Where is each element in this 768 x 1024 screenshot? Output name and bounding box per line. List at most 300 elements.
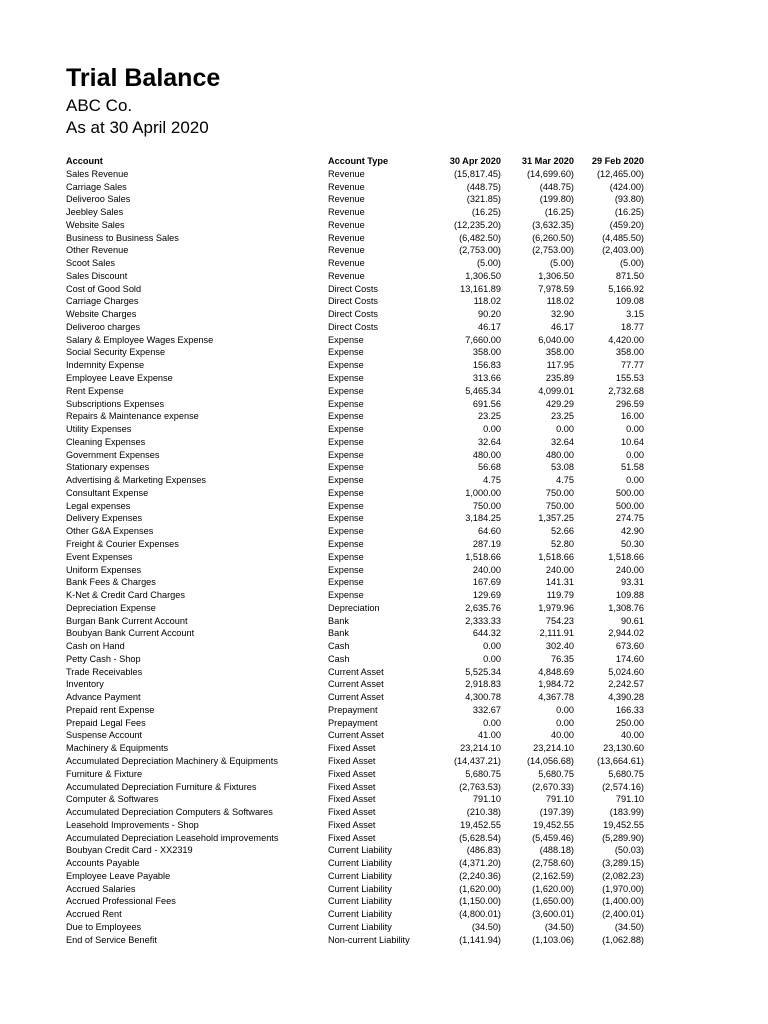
account-type-cell: Current Asset bbox=[328, 679, 384, 690]
table-row bbox=[66, 232, 646, 245]
account-cell: Indemnity Expense bbox=[66, 360, 145, 371]
account-type-cell: Bank bbox=[328, 615, 349, 626]
amount-31-mar-2020: (16.25) bbox=[544, 207, 574, 218]
account-type-cell: Cash bbox=[328, 653, 350, 664]
amount-29-feb-2020: 77.77 bbox=[621, 360, 644, 371]
amount-31-mar-2020: 1,984.72 bbox=[538, 679, 574, 690]
account-cell: Leasehold Improvements - Shop bbox=[66, 819, 199, 830]
amount-29-feb-2020: (1,400.00) bbox=[602, 896, 644, 907]
amount-29-feb-2020: 90.61 bbox=[621, 615, 644, 626]
account-type-cell: Current Liability bbox=[328, 858, 392, 869]
account-type-cell: Expense bbox=[328, 487, 364, 498]
account-type-cell: Expense bbox=[328, 398, 364, 409]
amount-31-mar-2020: 23.25 bbox=[551, 411, 574, 422]
amount-31-mar-2020: (1,620.00) bbox=[532, 883, 574, 894]
amount-31-mar-2020: 429.29 bbox=[545, 398, 574, 409]
amount-31-mar-2020: (14,056.68) bbox=[527, 755, 574, 766]
table-row bbox=[66, 500, 646, 513]
table-row bbox=[66, 564, 646, 577]
amount-29-feb-2020: 19,452.55 bbox=[603, 819, 644, 830]
account-type-cell: Direct Costs bbox=[328, 296, 379, 307]
amount-29-feb-2020: (2,082.23) bbox=[602, 870, 644, 881]
account-cell: Salary & Employee Wages Expense bbox=[66, 334, 214, 345]
account-type-cell: Expense bbox=[328, 360, 364, 371]
amount-30-apr-2020: 1,306.50 bbox=[465, 270, 501, 281]
amount-31-mar-2020: 52.80 bbox=[551, 538, 574, 549]
table-row bbox=[66, 627, 646, 640]
table-row bbox=[66, 832, 646, 845]
table-row bbox=[66, 538, 646, 551]
account-type-cell: Fixed Asset bbox=[328, 794, 376, 805]
amount-29-feb-2020: 500.00 bbox=[615, 487, 644, 498]
amount-31-mar-2020: (1,650.00) bbox=[532, 896, 574, 907]
table-row bbox=[66, 755, 646, 768]
amount-29-feb-2020: 673.60 bbox=[615, 641, 644, 652]
amount-31-mar-2020: 141.31 bbox=[545, 577, 574, 588]
header-31-mar-2020: 31 Mar 2020 bbox=[521, 156, 574, 166]
table-row bbox=[66, 806, 646, 819]
table-row bbox=[66, 244, 646, 257]
table-row bbox=[66, 857, 646, 870]
amount-29-feb-2020: (183.99) bbox=[609, 807, 644, 818]
trial-balance-table bbox=[66, 155, 646, 946]
table-row bbox=[66, 844, 646, 857]
amount-31-mar-2020: 480.00 bbox=[545, 449, 574, 460]
table-row bbox=[66, 934, 646, 947]
amount-31-mar-2020: 4,367.78 bbox=[538, 692, 574, 703]
amount-29-feb-2020: 109.08 bbox=[615, 296, 644, 307]
amount-31-mar-2020: 4.75 bbox=[556, 475, 574, 486]
account-cell: Prepaid Legal Fees bbox=[66, 717, 146, 728]
table-row bbox=[66, 704, 646, 717]
amount-30-apr-2020: 3,184.25 bbox=[465, 513, 501, 524]
table-row bbox=[66, 436, 646, 449]
amount-30-apr-2020: 2,635.76 bbox=[465, 602, 501, 613]
account-cell: Uniform Expenses bbox=[66, 564, 142, 575]
amount-30-apr-2020: 1,518.66 bbox=[465, 551, 501, 562]
table-row bbox=[66, 359, 646, 372]
account-type-cell: Revenue bbox=[328, 232, 365, 243]
amount-29-feb-2020: 791.10 bbox=[615, 794, 644, 805]
amount-29-feb-2020: 16.00 bbox=[621, 411, 644, 422]
table-row bbox=[66, 398, 646, 411]
account-cell: End of Service Benefit bbox=[66, 934, 157, 945]
amount-30-apr-2020: 1,000.00 bbox=[465, 487, 501, 498]
amount-31-mar-2020: (6,260.50) bbox=[532, 232, 574, 243]
amount-30-apr-2020: 167.69 bbox=[472, 577, 501, 588]
amount-30-apr-2020: (6,482.50) bbox=[459, 232, 501, 243]
amount-31-mar-2020: 754.23 bbox=[545, 615, 574, 626]
amount-30-apr-2020: 0.00 bbox=[483, 717, 501, 728]
amount-29-feb-2020: 155.53 bbox=[615, 373, 644, 384]
account-type-cell: Non-current Liability bbox=[328, 934, 410, 945]
amount-31-mar-2020: (1,103.06) bbox=[532, 934, 574, 945]
amount-29-feb-2020: (34.50) bbox=[614, 921, 644, 932]
amount-31-mar-2020: 4,099.01 bbox=[538, 385, 574, 396]
amount-30-apr-2020: 90.20 bbox=[478, 309, 501, 320]
amount-29-feb-2020: (5.00) bbox=[619, 258, 644, 269]
amount-30-apr-2020: 46.17 bbox=[478, 321, 501, 332]
amount-30-apr-2020: 240.00 bbox=[472, 564, 501, 575]
account-type-cell: Expense bbox=[328, 590, 364, 601]
amount-31-mar-2020: 1,306.50 bbox=[538, 270, 574, 281]
table-row bbox=[66, 461, 646, 474]
account-type-cell: Expense bbox=[328, 385, 364, 396]
account-type-cell: Revenue bbox=[328, 194, 365, 205]
account-type-cell: Fixed Asset bbox=[328, 832, 376, 843]
amount-29-feb-2020: (1,970.00) bbox=[602, 883, 644, 894]
account-type-cell: Current Liability bbox=[328, 896, 392, 907]
table-row bbox=[66, 653, 646, 666]
amount-30-apr-2020: 4,300.78 bbox=[465, 692, 501, 703]
table-row bbox=[66, 181, 646, 194]
amount-31-mar-2020: 117.95 bbox=[546, 360, 574, 371]
table-row bbox=[66, 615, 646, 628]
amount-31-mar-2020: (34.50) bbox=[544, 921, 574, 932]
table-row bbox=[66, 781, 646, 794]
account-cell: Website Sales bbox=[66, 219, 125, 230]
account-type-cell: Expense bbox=[328, 334, 364, 345]
amount-31-mar-2020: 750.00 bbox=[545, 487, 574, 498]
account-cell: Carriage Sales bbox=[66, 181, 127, 192]
account-cell: Advance Payment bbox=[66, 692, 141, 703]
table-row bbox=[66, 895, 646, 908]
account-cell: Petty Cash - Shop bbox=[66, 653, 141, 664]
table-row bbox=[66, 487, 646, 500]
amount-30-apr-2020: 4.75 bbox=[483, 475, 501, 486]
table-row bbox=[66, 589, 646, 602]
amount-30-apr-2020: (2,240.36) bbox=[459, 870, 501, 881]
account-type-cell: Prepayment bbox=[328, 704, 378, 715]
account-type-cell: Depreciation bbox=[328, 602, 380, 613]
table-row bbox=[66, 793, 646, 806]
table-row bbox=[66, 283, 646, 296]
account-cell: Machinery & Equipments bbox=[66, 743, 169, 754]
amount-30-apr-2020: 19,452.55 bbox=[460, 819, 501, 830]
account-type-cell: Expense bbox=[328, 475, 364, 486]
amount-29-feb-2020: 50.30 bbox=[621, 538, 644, 549]
amount-31-mar-2020: 32.90 bbox=[551, 309, 574, 320]
amount-31-mar-2020: 4,848.69 bbox=[538, 666, 574, 677]
amount-29-feb-2020: 1,518.66 bbox=[608, 551, 644, 562]
amount-31-mar-2020: 5,680.75 bbox=[538, 768, 574, 779]
account-type-cell: Current Liability bbox=[328, 909, 392, 920]
table-row bbox=[66, 551, 646, 564]
account-cell: Accounts Payable bbox=[66, 858, 140, 869]
account-cell: Subscriptions Expenses bbox=[66, 398, 165, 409]
amount-29-feb-2020: 274.75 bbox=[615, 513, 644, 524]
account-cell: Stationary expenses bbox=[66, 462, 150, 473]
amount-30-apr-2020: 32.64 bbox=[478, 436, 501, 447]
amount-29-feb-2020: 2,242.57 bbox=[608, 679, 644, 690]
amount-29-feb-2020: 23,130.60 bbox=[603, 743, 644, 754]
amount-29-feb-2020: (50.03) bbox=[614, 845, 644, 856]
amount-30-apr-2020: 129.69 bbox=[472, 590, 501, 601]
amount-31-mar-2020: (2,758.60) bbox=[532, 858, 574, 869]
amount-29-feb-2020: 40.00 bbox=[621, 730, 644, 741]
account-cell: Utility Expenses bbox=[66, 424, 132, 435]
table-row bbox=[66, 883, 646, 896]
account-cell: Due to Employees bbox=[66, 921, 142, 932]
account-type-cell: Expense bbox=[328, 373, 364, 384]
amount-30-apr-2020: 5,525.34 bbox=[465, 666, 501, 677]
amount-29-feb-2020: 4,420.00 bbox=[608, 334, 644, 345]
account-type-cell: Expense bbox=[328, 577, 364, 588]
table-row bbox=[66, 768, 646, 781]
account-cell: Depreciation Expense bbox=[66, 602, 156, 613]
account-type-cell: Expense bbox=[328, 347, 364, 358]
account-cell: Website Charges bbox=[66, 309, 137, 320]
amount-29-feb-2020: 358.00 bbox=[615, 347, 644, 358]
account-cell: Jeebley Sales bbox=[66, 207, 124, 218]
table-row bbox=[66, 295, 646, 308]
amount-30-apr-2020: (4,371.20) bbox=[459, 858, 501, 869]
amount-31-mar-2020: (199.80) bbox=[539, 194, 574, 205]
amount-30-apr-2020: 0.00 bbox=[483, 641, 501, 652]
amount-31-mar-2020: 46.17 bbox=[551, 321, 574, 332]
header-account-type: Account Type bbox=[328, 156, 389, 166]
amount-31-mar-2020: 0.00 bbox=[556, 717, 574, 728]
account-cell: Accrued Rent bbox=[66, 909, 122, 920]
amount-30-apr-2020: 0.00 bbox=[483, 653, 501, 664]
amount-30-apr-2020: 7,660.00 bbox=[465, 334, 501, 345]
account-type-cell: Fixed Asset bbox=[328, 819, 376, 830]
account-cell: Burgan Bank Current Account bbox=[66, 615, 188, 626]
account-cell: Event Expenses bbox=[66, 551, 133, 562]
amount-29-feb-2020: 4,390.28 bbox=[608, 692, 644, 703]
amount-29-feb-2020: 250.00 bbox=[615, 717, 644, 728]
amount-30-apr-2020: 644.32 bbox=[472, 628, 501, 639]
amount-31-mar-2020: 235.89 bbox=[545, 373, 574, 384]
table-row bbox=[66, 717, 646, 730]
amount-31-mar-2020: 52.66 bbox=[551, 526, 574, 537]
amount-29-feb-2020: 240.00 bbox=[615, 564, 644, 575]
amount-31-mar-2020: 791.10 bbox=[545, 794, 574, 805]
account-type-cell: Expense bbox=[328, 551, 364, 562]
account-type-cell: Revenue bbox=[328, 270, 365, 281]
account-cell: Carriage Charges bbox=[66, 296, 139, 307]
account-type-cell: Current Asset bbox=[328, 692, 384, 703]
account-type-cell: Current Asset bbox=[328, 666, 384, 677]
account-cell: Sales Revenue bbox=[66, 168, 129, 179]
account-type-cell: Fixed Asset bbox=[328, 807, 376, 818]
account-type-cell: Expense bbox=[328, 411, 364, 422]
amount-31-mar-2020: (2,162.59) bbox=[532, 870, 574, 881]
account-cell: Furniture & Fixture bbox=[66, 768, 143, 779]
account-type-cell: Direct Costs bbox=[328, 283, 379, 294]
table-row bbox=[66, 602, 646, 615]
account-cell: Scoot Sales bbox=[66, 258, 116, 269]
account-cell: Deliveroo charges bbox=[66, 321, 141, 332]
amount-29-feb-2020: 42.90 bbox=[621, 526, 644, 537]
account-type-cell: Cash bbox=[328, 641, 350, 652]
table-row bbox=[66, 270, 646, 283]
account-type-cell: Bank bbox=[328, 628, 349, 639]
account-cell: Advertising & Marketing Expenses bbox=[66, 475, 206, 486]
amount-30-apr-2020: 23,214.10 bbox=[460, 743, 501, 754]
amount-31-mar-2020: 23,214.10 bbox=[533, 743, 574, 754]
account-cell: Repairs & Maintenance expense bbox=[66, 411, 199, 422]
account-type-cell: Expense bbox=[328, 500, 364, 511]
account-cell: Boubyan Bank Current Account bbox=[66, 628, 195, 639]
amount-30-apr-2020: (1,141.94) bbox=[459, 934, 501, 945]
table-row bbox=[66, 219, 646, 232]
amount-29-feb-2020: (2,400.01) bbox=[602, 909, 644, 920]
account-type-cell: Prepayment bbox=[328, 717, 378, 728]
table-row bbox=[66, 640, 646, 653]
account-cell: Business to Business Sales bbox=[66, 232, 179, 243]
amount-31-mar-2020: 240.00 bbox=[545, 564, 574, 575]
amount-29-feb-2020: 93.31 bbox=[621, 577, 644, 588]
amount-30-apr-2020: 313.66 bbox=[472, 373, 501, 384]
amount-29-feb-2020: 166.33 bbox=[615, 704, 644, 715]
amount-29-feb-2020: (5,289.90) bbox=[602, 832, 644, 843]
amount-31-mar-2020: (14,699.60) bbox=[527, 168, 574, 179]
amount-29-feb-2020: 0.00 bbox=[626, 475, 644, 486]
table-row bbox=[66, 257, 646, 270]
account-cell: Suspense Account bbox=[66, 730, 143, 741]
amount-29-feb-2020: 0.00 bbox=[626, 449, 644, 460]
account-type-cell: Fixed Asset bbox=[328, 768, 376, 779]
amount-31-mar-2020: (2,753.00) bbox=[532, 245, 574, 256]
amount-31-mar-2020: 2,111.91 bbox=[539, 628, 574, 639]
amount-31-mar-2020: 19,452.55 bbox=[533, 819, 574, 830]
table-row bbox=[66, 423, 646, 436]
amount-31-mar-2020: (488.18) bbox=[539, 845, 574, 856]
amount-29-feb-2020: 871.50 bbox=[615, 270, 644, 281]
table-body bbox=[66, 168, 646, 947]
table-row bbox=[66, 334, 646, 347]
account-cell: Government Expenses bbox=[66, 449, 160, 460]
account-type-cell: Current Liability bbox=[328, 883, 392, 894]
account-cell: Bank Fees & Charges bbox=[66, 577, 156, 588]
account-cell: Computer & Softwares bbox=[66, 794, 159, 805]
amount-30-apr-2020: 791.10 bbox=[472, 794, 501, 805]
amount-31-mar-2020: 0.00 bbox=[556, 424, 574, 435]
amount-30-apr-2020: (5,628.54) bbox=[459, 832, 501, 843]
amount-31-mar-2020: (5.00) bbox=[549, 258, 574, 269]
account-cell: Accumulated Depreciation Leasehold improvements bbox=[66, 832, 279, 843]
account-type-cell: Fixed Asset bbox=[328, 743, 376, 754]
amount-31-mar-2020: 1,979.96 bbox=[538, 602, 574, 613]
amount-30-apr-2020: (448.75) bbox=[466, 181, 501, 192]
amount-30-apr-2020: 13,161.89 bbox=[460, 283, 501, 294]
amount-29-feb-2020: (13,664.61) bbox=[597, 755, 644, 766]
account-cell: Consultant Expense bbox=[66, 487, 149, 498]
account-type-cell: Revenue bbox=[328, 258, 365, 269]
account-type-cell: Expense bbox=[328, 564, 364, 575]
account-cell: Cleaning Expenses bbox=[66, 436, 146, 447]
amount-31-mar-2020: 40.00 bbox=[551, 730, 574, 741]
amount-31-mar-2020: (197.39) bbox=[539, 807, 574, 818]
amount-30-apr-2020: (2,753.00) bbox=[459, 245, 501, 256]
account-cell: Delivery Expenses bbox=[66, 513, 143, 524]
table-row bbox=[66, 308, 646, 321]
account-type-cell: Revenue bbox=[328, 219, 365, 230]
amount-29-feb-2020: (2,574.16) bbox=[602, 781, 644, 792]
amount-29-feb-2020: 3.15 bbox=[626, 309, 644, 320]
account-type-cell: Expense bbox=[328, 449, 364, 460]
amount-30-apr-2020: 750.00 bbox=[472, 500, 501, 511]
table-row bbox=[66, 525, 646, 538]
amount-30-apr-2020: 480.00 bbox=[472, 449, 501, 460]
table-row bbox=[66, 410, 646, 423]
table-row bbox=[66, 819, 646, 832]
table-row bbox=[66, 576, 646, 589]
table-row bbox=[66, 908, 646, 921]
amount-30-apr-2020: (321.85) bbox=[466, 194, 501, 205]
amount-31-mar-2020: 118.02 bbox=[546, 296, 574, 307]
amount-31-mar-2020: 0.00 bbox=[556, 704, 574, 715]
amount-29-feb-2020: 5,024.60 bbox=[608, 666, 644, 677]
account-type-cell: Current Liability bbox=[328, 845, 392, 856]
amount-29-feb-2020: 5,680.75 bbox=[608, 768, 644, 779]
table-row bbox=[66, 321, 646, 334]
table-row bbox=[66, 921, 646, 934]
account-type-cell: Current Asset bbox=[328, 730, 384, 741]
amount-30-apr-2020: 156.83 bbox=[472, 360, 501, 371]
account-type-cell: Current Liability bbox=[328, 921, 392, 932]
account-cell: Accumulated Depreciation Furniture & Fixtures bbox=[66, 781, 257, 792]
amount-30-apr-2020: 5,465.34 bbox=[465, 385, 501, 396]
account-cell: Accumulated Depreciation Machinery & Equipments bbox=[66, 755, 278, 766]
account-cell: Prepaid rent Expense bbox=[66, 704, 155, 715]
account-type-cell: Expense bbox=[328, 424, 364, 435]
amount-31-mar-2020: 302.40 bbox=[545, 641, 574, 652]
amount-30-apr-2020: (210.38) bbox=[466, 807, 501, 818]
amount-29-feb-2020: (424.00) bbox=[609, 181, 644, 192]
table-row bbox=[66, 168, 646, 181]
table-header-row bbox=[66, 155, 646, 168]
account-cell: Accrued Professional Fees bbox=[66, 896, 176, 907]
account-cell: Social Security Expense bbox=[66, 347, 166, 358]
amount-29-feb-2020: (1,062.88) bbox=[602, 934, 644, 945]
amount-31-mar-2020: 1,357.25 bbox=[538, 513, 574, 524]
account-cell: Other Revenue bbox=[66, 245, 129, 256]
amount-31-mar-2020: (448.75) bbox=[539, 181, 574, 192]
amount-31-mar-2020: (3,600.01) bbox=[532, 909, 574, 920]
amount-30-apr-2020: 691.56 bbox=[472, 398, 501, 409]
amount-29-feb-2020: 51.58 bbox=[621, 462, 644, 473]
table-row bbox=[66, 449, 646, 462]
table-row bbox=[66, 729, 646, 742]
account-cell: Cost of Good Sold bbox=[66, 283, 142, 294]
header-29-feb-2020: 29 Feb 2020 bbox=[591, 156, 644, 166]
account-cell: Accrued Salaries bbox=[66, 883, 136, 894]
amount-30-apr-2020: (34.50) bbox=[471, 921, 501, 932]
amount-30-apr-2020: 0.00 bbox=[483, 424, 501, 435]
amount-29-feb-2020: 2,732.68 bbox=[608, 385, 644, 396]
account-cell: Freight & Courier Expenses bbox=[66, 538, 179, 549]
amount-30-apr-2020: (14,437.21) bbox=[454, 755, 501, 766]
amount-29-feb-2020: (93.80) bbox=[614, 194, 644, 205]
amount-29-feb-2020: 2,944.02 bbox=[608, 628, 644, 639]
amount-30-apr-2020: 2,333.33 bbox=[465, 615, 501, 626]
amount-30-apr-2020: (4,800.01) bbox=[459, 909, 501, 920]
header-30-apr-2020: 30 Apr 2020 bbox=[449, 156, 501, 166]
account-type-cell: Expense bbox=[328, 538, 364, 549]
amount-30-apr-2020: (5.00) bbox=[476, 258, 501, 269]
account-type-cell: Expense bbox=[328, 462, 364, 473]
amount-30-apr-2020: 358.00 bbox=[472, 347, 501, 358]
account-type-cell: Fixed Asset bbox=[328, 781, 376, 792]
table-row bbox=[66, 742, 646, 755]
account-type-cell: Revenue bbox=[328, 207, 365, 218]
account-type-cell: Expense bbox=[328, 513, 364, 524]
account-type-cell: Current Liability bbox=[328, 870, 392, 881]
account-cell: Inventory bbox=[66, 679, 104, 690]
amount-30-apr-2020: 2,918.83 bbox=[465, 679, 501, 690]
